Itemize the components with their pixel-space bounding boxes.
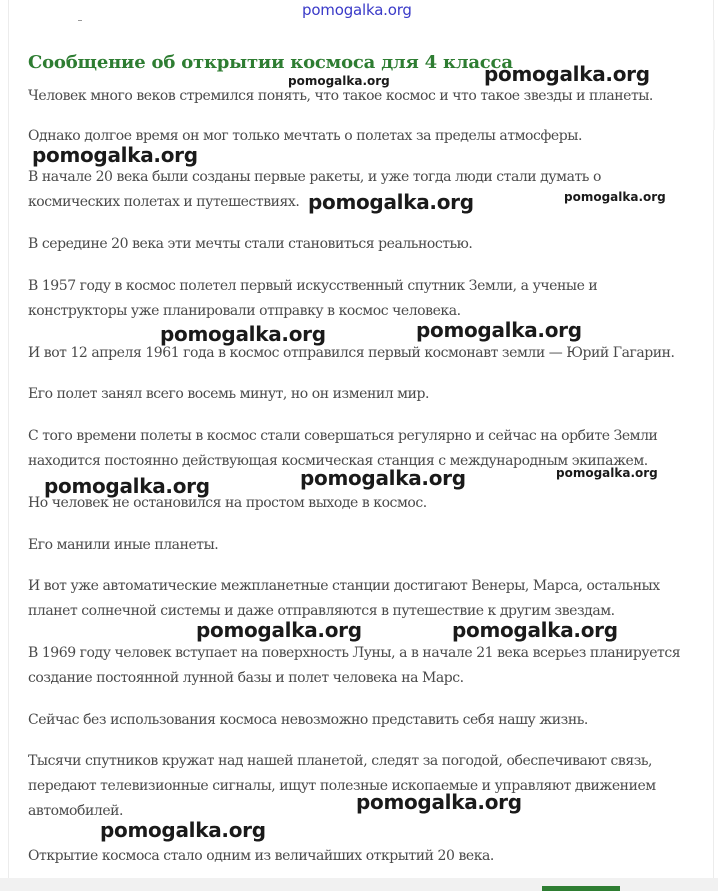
paragraph-line: В 1957 году в космос полетел первый искусственный спутник Земли, а ученые и xyxy=(28,278,598,294)
paragraph xyxy=(28,232,472,257)
paragraph xyxy=(28,844,494,869)
paragraph xyxy=(28,574,660,624)
paragraph-line: Открытие космоса стало одним из величайших открытий 20 века. xyxy=(28,848,494,864)
watermark: pomogalka.org xyxy=(44,474,210,498)
watermark: pomogalka.org xyxy=(300,466,466,490)
paragraph xyxy=(28,708,588,733)
watermark: pomogalka.org xyxy=(484,62,650,86)
watermark: pomogalka.org xyxy=(196,618,362,642)
paragraph-line: Тысячи спутников кружат над нашей планетой, следят за погодой, обеспечивают связь, xyxy=(28,753,653,769)
paragraph-line: В начале 20 века были созданы первые ракеты, и уже тогда люди стали думать о xyxy=(28,169,601,185)
watermark: pomogalka.org xyxy=(302,1,412,19)
paragraph-line: Однако долгое время он мог только мечтать о полетах за пределы атмосферы. xyxy=(28,128,582,144)
paragraph-line: конструкторы уже планировали отправку в космос человека. xyxy=(28,303,461,319)
paragraph-line: Но человек не остановился на простом выходе в космос. xyxy=(28,495,427,511)
bottom-action-button[interactable] xyxy=(542,886,620,891)
paragraph-line: планет солнечной системы и даже отправляются в путешествие к другим звездам. xyxy=(28,603,615,619)
paragraph xyxy=(28,274,597,324)
paragraph-line: автомобилей. xyxy=(28,803,124,819)
paragraph-line: Сейчас без использования космоса невозможно представить себя нашу жизнь. xyxy=(28,712,588,728)
paragraph-line: В середине 20 века эти мечты стали становиться реальностью. xyxy=(28,236,473,252)
watermark: pomogalka.org xyxy=(564,190,666,204)
paragraph-line: находится постоянно действующая космическая станция с международным экипажем. xyxy=(28,453,648,469)
watermark: pomogalka.org xyxy=(160,322,326,346)
paragraph-line: С того времени полеты в космос стали совершаться регулярно и сейчас на орбите Земли xyxy=(28,428,658,444)
paragraph-line: И вот 12 апреля 1961 года в космос отправился первый космонавт земли — Юрий Гагарин. xyxy=(28,345,675,361)
paragraph-line: Человек много веков стремился понять, что такое космос и что такое звезды и планеты. xyxy=(28,88,653,104)
watermark: pomogalka.org xyxy=(288,74,390,88)
decorative-dot xyxy=(78,20,82,21)
watermark: pomogalka.org xyxy=(556,466,658,480)
paragraph xyxy=(28,382,429,407)
paragraph-line: Его манили иные планеты. xyxy=(28,537,219,553)
scroll-edge xyxy=(713,40,715,130)
watermark: pomogalka.org xyxy=(452,618,618,642)
paragraph xyxy=(28,341,675,366)
paragraph-line: И вот уже автоматические межпланетные станции достигают Венеры, Марса, остальных xyxy=(28,578,660,594)
paragraph-line: передают телевизионные сигналы, ищут полезные ископаемые и управляют движением xyxy=(28,778,656,794)
paragraph-line: Его полет занял всего восемь минут, но он изменил мир. xyxy=(28,386,430,402)
article-title: Сообщение об открытии космоса для 4 класса xyxy=(28,52,513,73)
watermark: pomogalka.org xyxy=(416,318,582,342)
watermark: pomogalka.org xyxy=(100,818,266,842)
watermark: pomogalka.org xyxy=(308,190,474,214)
watermark: pomogalka.org xyxy=(32,143,198,167)
paragraph-line: создание постоянной лунной базы и полет человека на Марс. xyxy=(28,670,464,686)
paragraph xyxy=(28,533,218,558)
watermark: pomogalka.org xyxy=(356,790,522,814)
paragraph xyxy=(28,749,656,824)
paragraph-line: космических полетах и путешествиях. xyxy=(28,194,300,210)
paragraph xyxy=(28,641,680,691)
paragraph-line: В 1969 году человек вступает на поверхность Луны, а в начале 21 века всерьез планируется xyxy=(28,645,681,661)
